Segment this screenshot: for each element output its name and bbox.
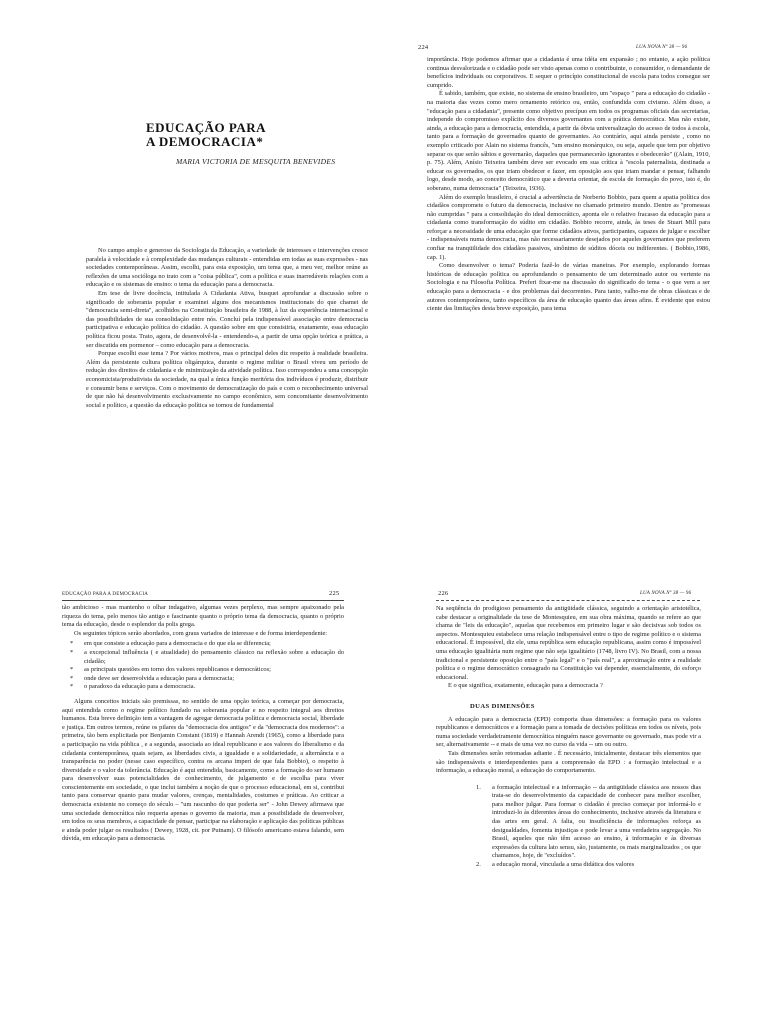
list-item bbox=[476, 783, 701, 861]
page-224-left-column bbox=[86, 247, 368, 473]
paragraph: Na seqüência do prodigioso pensamento da antigüidade clássica, seguindo a orientação aristotélica, cabe destacar a originalidade da tese de Montesquieu, em sua obra máxima, quando se refere ao que chama de "leis da educação", aquelas que recebemos em primeiro lugar e são decisivas sob todos os aspectos. Montesquieu estabelece uma relação indispensável entre o tipo de regime político e o sistema educacional. É impossível, diz ele, uma república sem educação republicana, assim como é impossível uma educação igualitária num regime que não seja igualitário (1748, livro IV). No Brasil, com a nossa tradicional e persistente oposição entre o "país legal" e o "país real", a aproximação entre a realidade política e o regime democrático consagrado na Constituição vai depender, essencialmente, do esforço educacional. bbox=[436, 605, 701, 681]
paragraph: Os seguintes tópicos serão abordados, com graus variados de interesse e de forma interdependente: bbox=[74, 629, 328, 637]
running-head-225: EDUCAÇÃO PARA A DEMOCRACIA bbox=[62, 592, 149, 597]
list-item: * em que consiste a educação para a democracia e do que ela se diferencia; bbox=[84, 640, 344, 649]
list-item-text: a formação intelectual e a informação -- da antigüidade clássica aos nossos dias trata-se do desenvolvimento da capacidade de conhecer para melhor escolher, para melhor julgar. Para formar o cidadão é preciso começar por informá-lo e introduzi-lo às diferentes áreas do conhecimento, inclusive através da literatura e das artes em geral. A falta, ou insuficiência de informações reforça as desigualdades, fomenta injustiças e pode levar a uma verdadeira segregação. No Brasil, aqueles que não têm acesso ao ensino, à informação e às diversas expressões da cultura lato sensu, são, justamente, os mais marginalizados , os que chamamos, hoje, de "excluídos". bbox=[492, 783, 701, 860]
paragraph: Em tese de livre docência, intitulada A Cidadania Ativa, busquei aprofundar a discussão sobre o significado de soberania popular e examinei alguns dos mecanismos institucionais do que chamei de "democracia semi-direta", acolhidos na Constituição brasileira de 1988, à luz da experiência internacional e das possibilidades de sua consolidação entre nós. Concluí pela indispensável associação entre democracia participativa e educação política do cidadão. A questão sobre em que consistiria, exatamente, essa educação política ficou posta. Trato, agora, de desenvolvê-la - entendendo-a, a partir de uma opção teórica e prática, a ser discutida em pormenor – como educação para a democracia. bbox=[86, 289, 368, 349]
header-rule-226 bbox=[436, 600, 700, 601]
paragraph: importância. Hoje podemos afirmar que a cidadania é uma idéia em expansão ; no entanto, a ação política continua desvalorizada e o cidadão pode ser visto apenas como o contribuinte, o consumidor, o demandante de benefícios individuais ou corporativos. E sequer o princípio constitucional de escola para todos consegue ser cumprido. bbox=[427, 56, 710, 89]
page-number-224: 224 bbox=[418, 44, 429, 51]
elements-list bbox=[476, 783, 701, 870]
list-item: * o paradoxo da educação para a democracia. bbox=[84, 683, 344, 692]
paragraph: A educação para a democracia (EPD) comporta duas dimensões: a formação para os valores republicanos e democráticos e a formação para a tomada de decisões políticas em todos os níveis, pois numa sociedade verdadeiramente democrática ninguém nasce governante ou governado, mas pode vir a ser, alternativamente -- e mais de uma vez no curso da vida -- um ou outro. bbox=[436, 715, 701, 749]
paragraph: No campo amplo e generoso da Sociologia da Educação, a variedade de interesses e intervenções cresce paralela à velocidade e à complexidade das mudanças culturais - entendidas em todas as suas expressões - nas sociedades contemporâneas. Assim, escolhi, para esta exposição, um tema que, a meu ver, melhor reúne as reflexões de uma socióloga no trato com a "coisa pública", com a política e suas inarredáveis relações com a educação e os sistemas de ensino: o tema da educação para a democracia. bbox=[86, 247, 368, 289]
title-line-1: EDUCAÇÃO PARA bbox=[146, 120, 267, 135]
list-item: * as principais questões em torno dos valores republicanos e democráticos; bbox=[84, 666, 344, 675]
list-item bbox=[476, 861, 701, 870]
page-224-right-column bbox=[427, 56, 710, 466]
list-number: 2. bbox=[476, 861, 481, 869]
page-225-column bbox=[62, 604, 344, 1009]
article-title bbox=[146, 121, 266, 149]
section-heading: DUAS DIMENSÕES bbox=[470, 702, 535, 710]
paragraph: Alguns conceitos iniciais são premissas, no sentido de uma opção teórica, a começar por democracia, aqui entendida como o regime político fundado na soberania popular e no respeito integral aos direitos humanos. Esta breve definição tem a vantagem de agregar democracia política e democracia social, liberdade e justiça. Em outros termos, reúne os pilares da "democracia dos antigos" e da "democracia dos modernos": a primeira, tão bem explicitada por Benjamin Constant (1819) e Hannah Arendt (1965), como a liberdade para a participação na vida pública , e a segunda, associada ao ideal republicano e aos valores do liberalismo e da cidadania contemporânea, quais sejam, as liberdades civis, a igualdade e a solidariedade, a alternância e a transparência no poder (nesse caso específico, contra os arcana imperi de que fala Bobbio), o respeito à diversidade e o valor da tolerância. Educação é aqui entendida, basicamente, como a formação do ser humano para desenvolver suas potencialidades de conhecimento, de julgamento e de escolha para viver conscientemente em sociedade, o que inclui também a noção de que o processo educacional, em si, contribui tanto para conservar quanto para mudar valores, crenças, mentalidades, costumes e práticas. Ao criticar a democracia existente no começo do século – "um rascunho do que poderia ser" - John Dewey afirmava que uma sociedade democrática não requeria apenas o governo da maioria, mas a possibilidade de desenvolver, em todos os seus membros, a capacidade de pensar, participar na elaboração e aplicação das políticas públicas e ainda poder julgar os resultados ( Dewey, 1928, cit. por Putnam). O filósofo americano estava falando, sem dúvida, em educação para a democracia. bbox=[62, 697, 344, 843]
list-number: 1. bbox=[476, 783, 481, 791]
page-226-column bbox=[436, 605, 701, 1009]
author-name: MARIA VICTORIA DE MESQUITA BENEVIDES bbox=[176, 157, 336, 166]
paragraph: Além do exemplo brasileiro, é crucial a advertência de Norberto Bobbio, para quem a apatia política dos cidadãos compromete o futuro da democracia, inclusive no chamado primeiro mundo. Dentre as "promessas não cumpridas " para a consolidação do ideal democrático, aponta ele o relativo fracasso da educação para a cidadania como transformação do súdito em cidadão. Bobbio recorre, ainda, às teses de Stuart Mill para reforçar a necessidade de uma educação que forme cidadãos ativos, participantes, capazes de julgar e escolher - indispensáveis numa democracia, mas não necessariamente desejados por aqueles governantes que preferem confiar na tranqüilidade dos cidadãos passivos, sinônimo de súditos dóceis ou indiferentes. ( Bobbio,1986, cap. 1). bbox=[427, 193, 710, 261]
list-item-text: a educação moral, vinculada a uma didática dos valores bbox=[492, 861, 635, 869]
journal-header-226: LUA NOVA Nº 38 — 96 bbox=[640, 591, 692, 596]
paragraph: Porque escolhi esse tema ? Por vários motivos, mas o principal deles diz respeito à realidade brasileira. Além da persistente cultura política oligárquica, durante o regime militar o Brasil viveu um período de redução dos direitos de cidadania e de minimização da atividade política. Isso correspondeu a uma concepção economicista/produtivista da sociedade, na qual a única função meritória dos indivíduos é produzir, distribuir e consumir bens e serviços. Com o movimento de democratização do país e com o reconhecimento universal de que não há desenvolvimento exclusivamente no campo econômico, sem concomitante desenvolvimento social e político, a questão da educação política se tornou de fundamental bbox=[86, 350, 368, 409]
paragraph: Tais dimensões serão retomadas adiante . É necessário, inicialmente, destacar três elementos que são indispensáveis e interdependentes para a compreensão da EPD : a formação intelectual e a informação, a educação moral, a educação do comportamento. bbox=[436, 749, 701, 775]
paragraph: Como desenvolver o tema? Poderia fazê-lo de várias maneiras. Por exemplo, explorando formas históricas de educação política ou aprofundando o pensamento de um determinado autor ou vertente na Sociologia e na Filosofia Política. Preferi fixar-me na discussão do significado do tema - o que vem a ser educação para a democracia - e dos problemas daí decorrentes. Para tanto, valho-me de obras clássicas e de autores contemporâneos, tanto específicos da área de educação quanto das áreas afins. É evidente que estou ciente das limitações desta breve exposição, para tema bbox=[427, 262, 710, 313]
list-item: * a excepcional influência ( e atualidade) do pensamento clássico na reflexão sobre a educação do cidadão; bbox=[84, 649, 344, 666]
title-line-2: A DEMOCRACIA* bbox=[146, 134, 264, 149]
paragraph: E o que significa, exatamente, educação para a democracia ? bbox=[448, 682, 603, 690]
header-rule-225 bbox=[62, 600, 344, 601]
list-item: * onde deve ser desenvolvida a educação para a democracia; bbox=[84, 675, 344, 684]
paragraph: É sabido, também, que existe, no sistema de ensino brasileiro, um "espaço " para a educação do cidadão - na maioria das vezes como mero ornamento retórico ou, então, confundida com civismo. Além disso, a "educação para a cidadania", presente como objetivo precípuo em todos os programas oficiais das secretarias, independe do compromisso explícito dos diversos governantes com a prática democrática. Mas não existe, ainda, a educação para a democracia, entendida, a partir da óbvia universalização do acesso de todos à escola, tanto para a formação de governados quanto de governantes. Ao contrário, aqui ainda persiste , como no exemplo criticado por Alain no sistema francês, "um ensino monárquico, ou seja, aquele que tem por objetivo separar os que serão sábios e governarão, daqueles que permanecerão ignorantes e obedecerão" ((Alain, 1910, p. 75). Além, Anísio Teixeira também deve ser evocado em sua crítica à "escola paternalista, destinada a educar os governados, os que iriam obedecer e fazer, em oposição aos que iriam mandar e pensar, falhando logo, desde modo, ao conceito democrático que a deveria orientar, de escola de formação do povo, isto é, do soberano, numa democracia" (Teixeira, 1936). bbox=[427, 90, 710, 192]
page-number-226: 226 bbox=[438, 590, 449, 597]
topics-list bbox=[62, 640, 344, 692]
page-number-225: 225 bbox=[329, 590, 340, 597]
paragraph: tão ambicioso - mas mantenho o olhar indagativo, algumas vezes perplexo, mas sempre apaixonado pela riqueza do tema, pelo menos tão antigo e fascinante quanto o próprio tema da democracia, quanto o próprio tema da educação, desde o esplendor da polis grega. bbox=[62, 604, 344, 629]
journal-header-224: LUA NOVA Nº 38 — 96 bbox=[636, 45, 688, 50]
